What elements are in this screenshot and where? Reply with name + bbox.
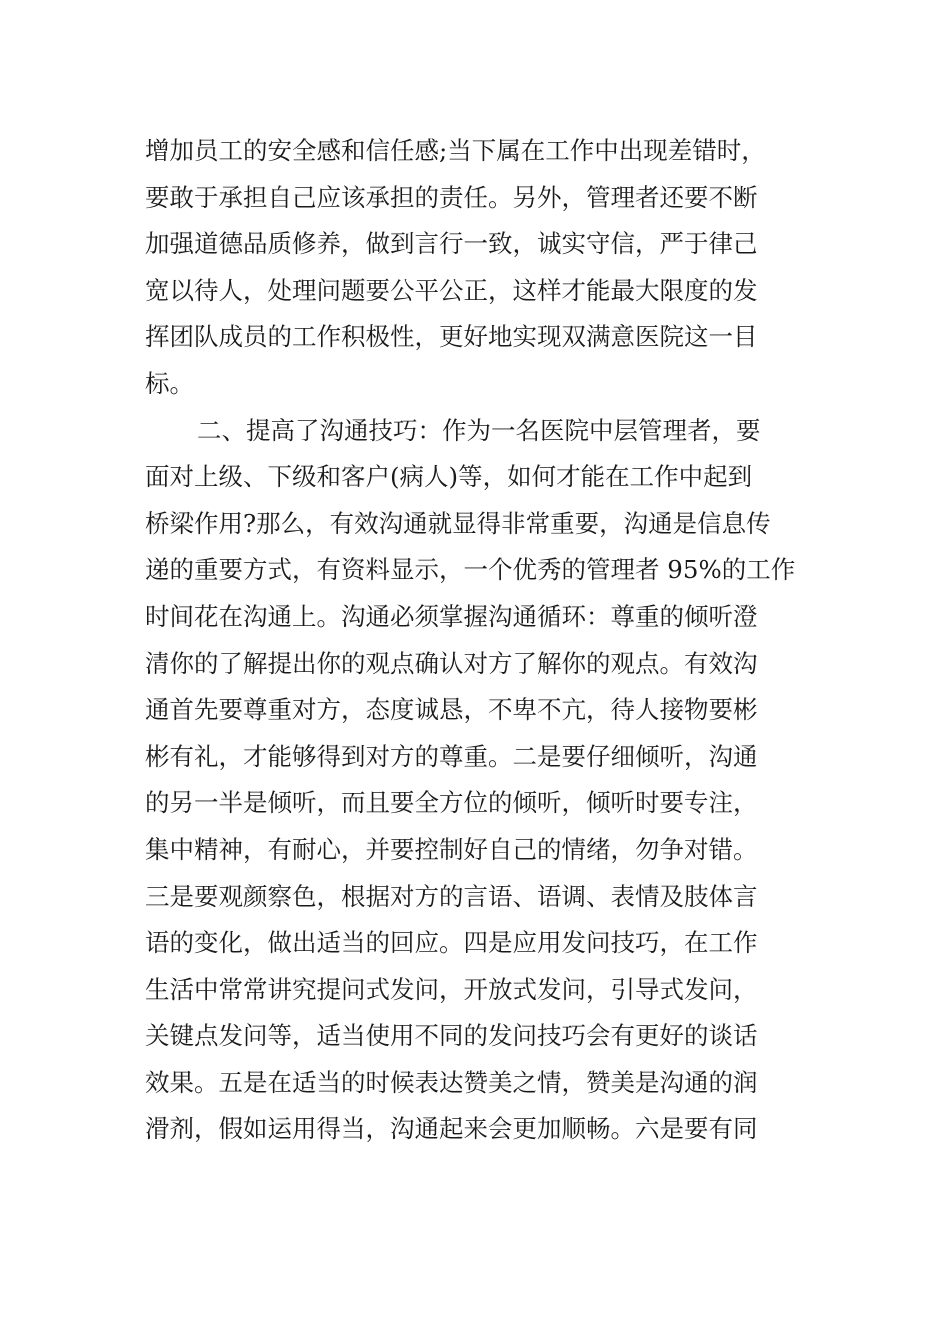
text-line: 关键点发问等，适当使用不同的发问技巧会有更好的谈话 (145, 1021, 758, 1051)
text-line: 通首先要尊重对方，态度诚恳，不卑不亢，待人接物要彬 (145, 695, 758, 725)
text-line: 集中精神，有耐心，并要控制好自己的情绪，勿争对错。 (145, 834, 758, 864)
text-line: 递的重要方式，有资料显示，一个优秀的管理者 95%的工作 (145, 555, 796, 585)
text-line: 生活中常常讲究提问式发问，开放式发问，引导式发问， (145, 974, 758, 1004)
text-line: 的另一半是倾听，而且要全方位的倾听，倾听时要专注， (145, 788, 758, 818)
text-line: 标。 (145, 368, 194, 398)
text-line: 效果。五是在适当的时候表达赞美之情，赞美是沟通的润 (145, 1067, 758, 1097)
text-line: 语的变化，做出适当的回应。四是应用发问技巧，在工作 (145, 928, 758, 958)
text-line: 三是要观颜察色，根据对方的言语、语调、表情及肢体言 (145, 881, 758, 911)
text-line: 挥团队成员的工作积极性，更好地实现双满意医院这一目 (145, 322, 758, 352)
text-line: 时间花在沟通上。沟通必须掌握沟通循环：尊重的倾听澄 (145, 601, 758, 631)
paragraph-start-line: 二、提高了沟通技巧：作为一名医院中层管理者，要 (197, 415, 761, 445)
text-line: 彬有礼，才能够得到对方的尊重。二是要仔细倾听，沟通 (145, 741, 758, 771)
body-text (145, 128, 815, 1153)
text-line: 滑剂，假如运用得当，沟通起来会更加顺畅。六是要有同 (145, 1114, 758, 1144)
text-line: 要敢于承担自己应该承担的责任。另外，管理者还要不断 (145, 182, 758, 212)
text-line: 增加员工的安全感和信任感;当下属在工作中出现差错时， (145, 136, 766, 165)
text-line: 桥梁作用?那么，有效沟通就显得非常重要，沟通是信息传 (145, 508, 771, 538)
text-line: 加强道德品质修养，做到言行一致，诚实守信，严于律己 (145, 229, 758, 259)
text-line: 面对上级、下级和客户(病人)等，如何才能在工作中起到 (145, 462, 753, 492)
text-line: 宽以待人，处理问题要公平公正，这样才能最大限度的发 (145, 275, 758, 305)
text-line: 清你的了解提出你的观点确认对方了解你的观点。有效沟 (145, 648, 758, 678)
